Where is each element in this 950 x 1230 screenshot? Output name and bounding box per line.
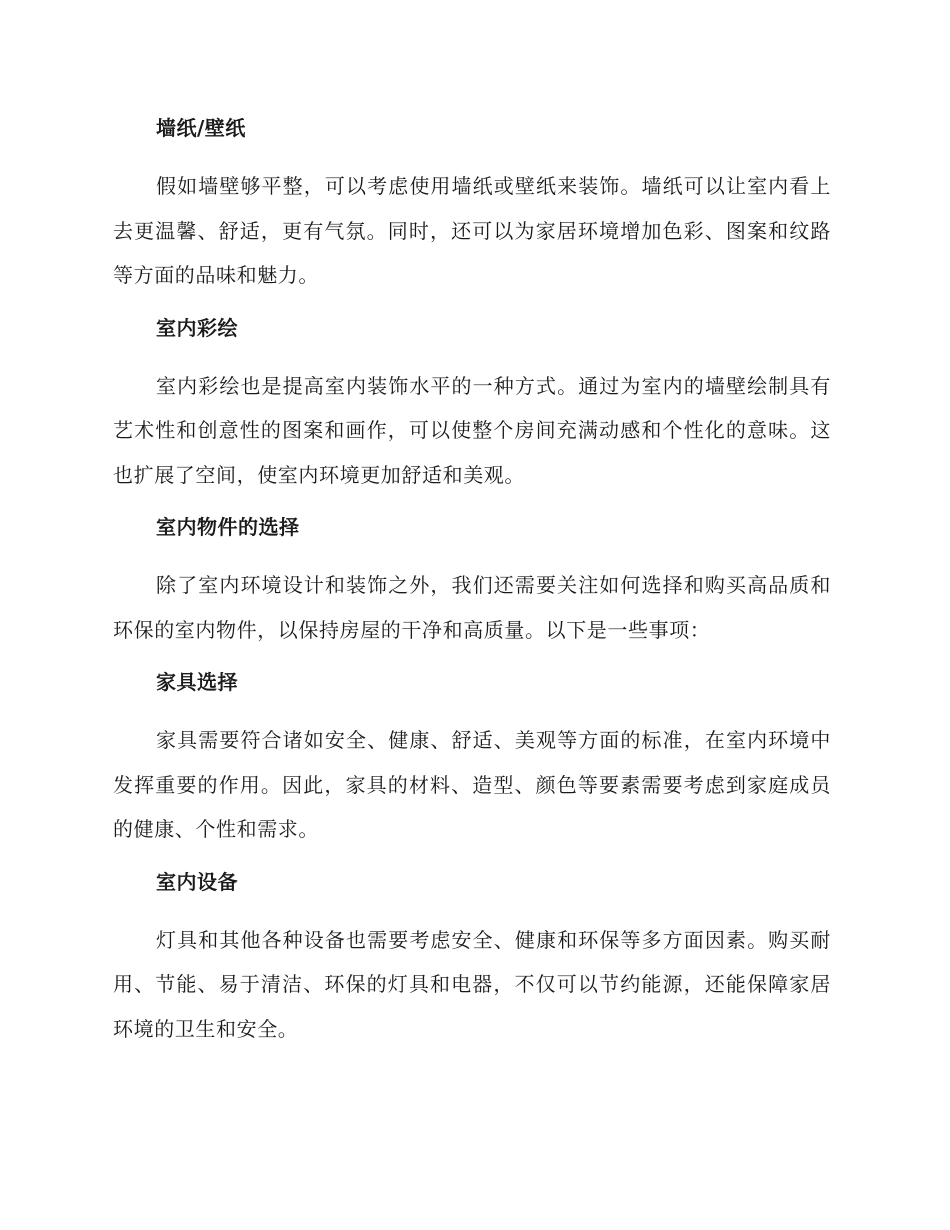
section-paragraph: 灯具和其他各种设备也需要考虑安全、健康和环保等多方面因素。购买耐用、节能、易于清洁、环保的灯具和电器，不仅可以节约能源，还能保障家居环境的卫生和安全。 <box>113 927 831 1041</box>
section-paragraph: 家具需要符合诸如安全、健康、舒适、美观等方面的标准，在室内环境中发挥重要的作用。因此，家具的材料、造型、颜色等要素需要考虑到家庭成员的健康、个性和需求。 <box>113 728 831 841</box>
section-heading: 室内物件的选择 <box>156 515 300 539</box>
section-interior-painting <box>113 312 831 498</box>
document-page <box>113 112 831 1065</box>
section-paragraph: 室内彩绘也是提高室内装饰水平的一种方式。通过为室内的墙壁绘制具有艺术性和创意性的图案和画作，可以使整个房间充满动感和个性化的意味。这也扩展了空间，使室内环境更加舒适和美观。 <box>113 373 831 487</box>
section-wallpaper <box>113 112 831 298</box>
section-item-selection <box>113 511 831 652</box>
section-equipment <box>113 866 831 1052</box>
section-heading: 室内彩绘 <box>156 315 238 340</box>
section-heading: 室内设备 <box>156 869 238 894</box>
section-paragraph: 除了室内环境设计和装饰之外，我们还需要关注如何选择和购买高品质和环保的室内物件，以保持房屋的干净和高质量。以下是一些事项： <box>113 573 831 642</box>
section-heading: 墙纸/壁纸 <box>156 116 246 140</box>
section-furniture <box>113 666 831 852</box>
section-paragraph: 假如墙壁够平整，可以考虑使用墙纸或壁纸来装饰。墙纸可以让室内看上去更温馨、舒适，更有气氛。同时，还可以为家居环境增加色彩、图案和纹路等方面的品味和魅力。 <box>113 174 831 287</box>
section-heading: 家具选择 <box>156 670 238 694</box>
